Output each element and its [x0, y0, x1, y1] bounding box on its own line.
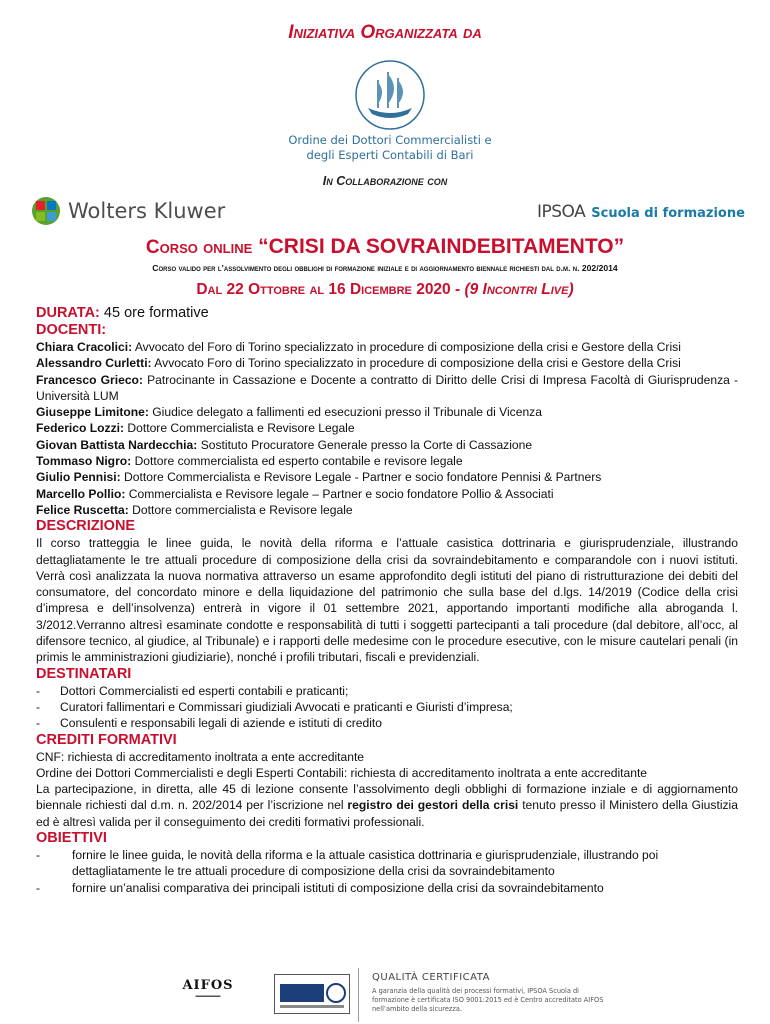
course-title	[0, 235, 770, 259]
obiettivi-item: - fornire le linee guida, le novità della riforma e la attuale casistica dottrinaria e giurisprudenziale, illustrando poi dettagliatamente le tre attuali procedure di composizione della crisi da sovraindebitamento	[36, 847, 738, 880]
crediti-cnf: CNF: richiesta di accreditamento inoltrata a ente accreditante	[36, 749, 365, 764]
course-validity: Corso valido per l’assolvimento degli obblighi di formazione iniziale e di aggiornamento biennale richiesti dal d.m. n. 202/2014	[152, 263, 618, 273]
docente-desc: Dottore Commercialista e Revisore Legale	[127, 421, 355, 436]
course-dates	[0, 281, 770, 299]
docente-name: Alessandro Curletti:	[36, 356, 152, 371]
course-title-main: “CRISI DA SOVRAINDEBITAMENTO”	[258, 235, 625, 258]
odcec-line2: degli Esperti Contabili di Bari	[306, 148, 474, 162]
footer-divider	[358, 968, 359, 1022]
docente-item	[36, 502, 738, 518]
docente-item	[36, 372, 738, 405]
wolters-kluwer-logo	[30, 194, 225, 228]
docente-desc: Dottore commercialista e Revisore legale	[132, 502, 353, 517]
crediti-odcec: Ordine dei Dottori Commercialisti e degli Esperti Contabili: richiesta di accreditamento inoltrata a ente accreditante	[36, 765, 648, 780]
aifos-name: AIFOS	[182, 978, 234, 993]
destinatari-item: - Curatori fallimentari e Commissari giudiziali Avvocati e praticanti e Giuristi d’impresa;	[36, 699, 738, 715]
ipsoa-brand: IPSOA	[537, 202, 586, 222]
docente-name: Tommaso Nigro:	[36, 454, 132, 469]
obiettivi-item: - fornire un’analisi comparativa dei principali istituti di composizione della crisi da sovraindebitamento	[36, 880, 738, 896]
quality-title: QUALITÀ CERTIFICATA	[372, 972, 490, 983]
docente-desc: Sostituto Procuratore Generale presso la Corte di Cassazione	[200, 437, 533, 452]
docente-item	[36, 420, 738, 436]
descrizione-heading: DESCRIZIONE	[36, 518, 136, 535]
ship-emblem-icon	[340, 58, 440, 132]
docente-name: Francesco Grieco:	[36, 372, 143, 387]
docente-desc: Giudice delegato a fallimenti ed esecuzioni presso il Tribunale di Vicenza	[152, 405, 542, 420]
docente-desc: Dottore commercialista ed esperto contabile e revisore legale	[134, 454, 463, 469]
odcec-line1: Ordine dei Dottori Commercialisti e	[288, 133, 492, 147]
course-title-prefix: Corso online	[145, 237, 253, 258]
crediti-heading: CREDITI FORMATIVI	[36, 731, 177, 748]
obiettivi-list	[36, 847, 738, 896]
docente-desc: Patrocinante in Cassazione e Docente a contratto di Diritto delle Crisi di Impresa Facoltà di Giurisprudenza - Università LUM	[36, 372, 738, 403]
crediti-text-after: tenuto presso il Ministero della Giustizia ed è altresì valida per il conseguimento dei crediti formativi professionali.	[36, 798, 738, 829]
wolters-kluwer-text: Wolters Kluwer	[68, 199, 226, 223]
crediti-text-before: La partecipazione, in diretta, alle 45 di lezione consente l’assolvimento degli obblighi di formazione inziale e di aggiornamento biennale richiesti dal d.m. n. 202/2014 per l’iscrizione nel	[36, 782, 738, 813]
wk-globe-icon	[30, 195, 62, 227]
main-content	[36, 304, 738, 896]
docente-name: Federico Lozzi:	[36, 421, 125, 436]
docenti-heading: DOCENTI:	[36, 322, 107, 338]
docente-name: Giuseppe Limitone:	[36, 405, 149, 420]
descrizione-text: Il corso tratteggia le linee guida, le novità della riforma e l’attuale casistica dottrinaria e giurisprudenziale, illustrando dettagliatamente le tre attuali procedure di composizione della crisi da sovraindebitamento e comparandole con i nuovi istituti. Verrà così analizzata la nuova normativa attraverso un esame approfondito degli istituti del piano di ristrutturazione dei debiti del consumatore, del concordato minore e della liquidazione del patrimonio che sulla base del d.lgs. 14/2019 (Codice della crisi d’impresa e dell’insolvenza) entrerà in vigore il 01 settembre 2021, apportando importanti modifiche alla abroganda l. 3/2012.Verranno altresì esaminate condotte e responsabilità di tutti i soggetti partecipanti a tali procedure (dal debitore, all’occ, al difensore tecnico, al giudice, al Tribunale) e i rapporti delle medesime con le procedure esecutive, con le misure cautelari penali (in primis le amministrazioni giudiziarie), nonché i profili tributari, fiscali e previdenziali.	[36, 536, 738, 665]
docente-item	[36, 486, 738, 502]
footer	[0, 966, 770, 1024]
destinatari-item: - Consulenti e responsabili legali di aziende e istituti di credito	[36, 715, 738, 731]
destinatari-list	[36, 683, 738, 732]
aifos-subline-icon: ▬▬▬▬▬	[195, 993, 221, 999]
ipsoa-subtitle: Scuola di formazione	[591, 206, 745, 221]
docente-item	[36, 453, 738, 469]
docente-name: Giovan Battista Nardecchia:	[36, 437, 198, 452]
docenti-list	[36, 339, 738, 518]
destinatari-item: - Dottori Commercialisti ed esperti contabili e praticanti;	[36, 683, 738, 699]
rina-certification-icon	[274, 974, 350, 1014]
quality-text: A garanzia della qualità dei processi formativi, IPSOA Scuola di formazione è certificata ISO 9001:2015 ed è Centro accreditato AIFOS nell’ambito della sicurezza.	[372, 987, 604, 1013]
durata-row	[36, 304, 738, 322]
docente-name: Chiara Cracolici:	[36, 340, 133, 354]
destinatari-heading: DESTINATARI	[36, 665, 132, 682]
course-dates-extra: (9 Incontri Live)	[464, 281, 574, 298]
aifos-logo	[168, 978, 248, 999]
crediti-text-bold: registro dei gestori della crisi	[347, 798, 519, 813]
organized-by-heading: Iniziativa Organizzata da	[288, 22, 482, 43]
docente-name: Felice Ruscetta:	[36, 502, 129, 517]
docente-item	[36, 437, 738, 453]
docente-item	[36, 355, 738, 371]
obiettivi-heading: OBIETTIVI	[36, 830, 107, 847]
docente-name: Giulio Pennisi:	[36, 470, 121, 485]
docente-item	[36, 469, 738, 485]
durata-value: 45 ore formative	[103, 305, 209, 321]
odcec-bari-logo	[280, 58, 500, 168]
docente-desc: Avvocato Foro di Torino specializzato in procedure di composizione della crisi e Gestore della Crisi	[154, 356, 681, 371]
quality-block	[372, 972, 612, 1014]
course-dates-range: Dal 22 Ottobre al 16 Dicembre 2020 -	[196, 281, 461, 298]
docente-item	[36, 339, 738, 355]
durata-label: DURATA:	[36, 305, 100, 321]
docente-name: Marcello Pollio:	[36, 486, 126, 501]
collaboration-heading: In Collaborazione con	[322, 174, 448, 188]
crediti-text	[36, 781, 738, 830]
docente-desc: Avvocato del Foro di Torino specializzato in procedure di composizione della crisi e Gestore della Crisi	[134, 340, 681, 354]
ipsoa-logo	[537, 202, 745, 222]
docente-desc: Commercialista e Revisore legale – Partner e socio fondatore Pollio & Associati	[128, 486, 554, 501]
docente-desc: Dottore Commercialista e Revisore Legale - Partner e socio fondatore Pennisi & Partners	[124, 470, 602, 485]
docente-item	[36, 404, 738, 420]
